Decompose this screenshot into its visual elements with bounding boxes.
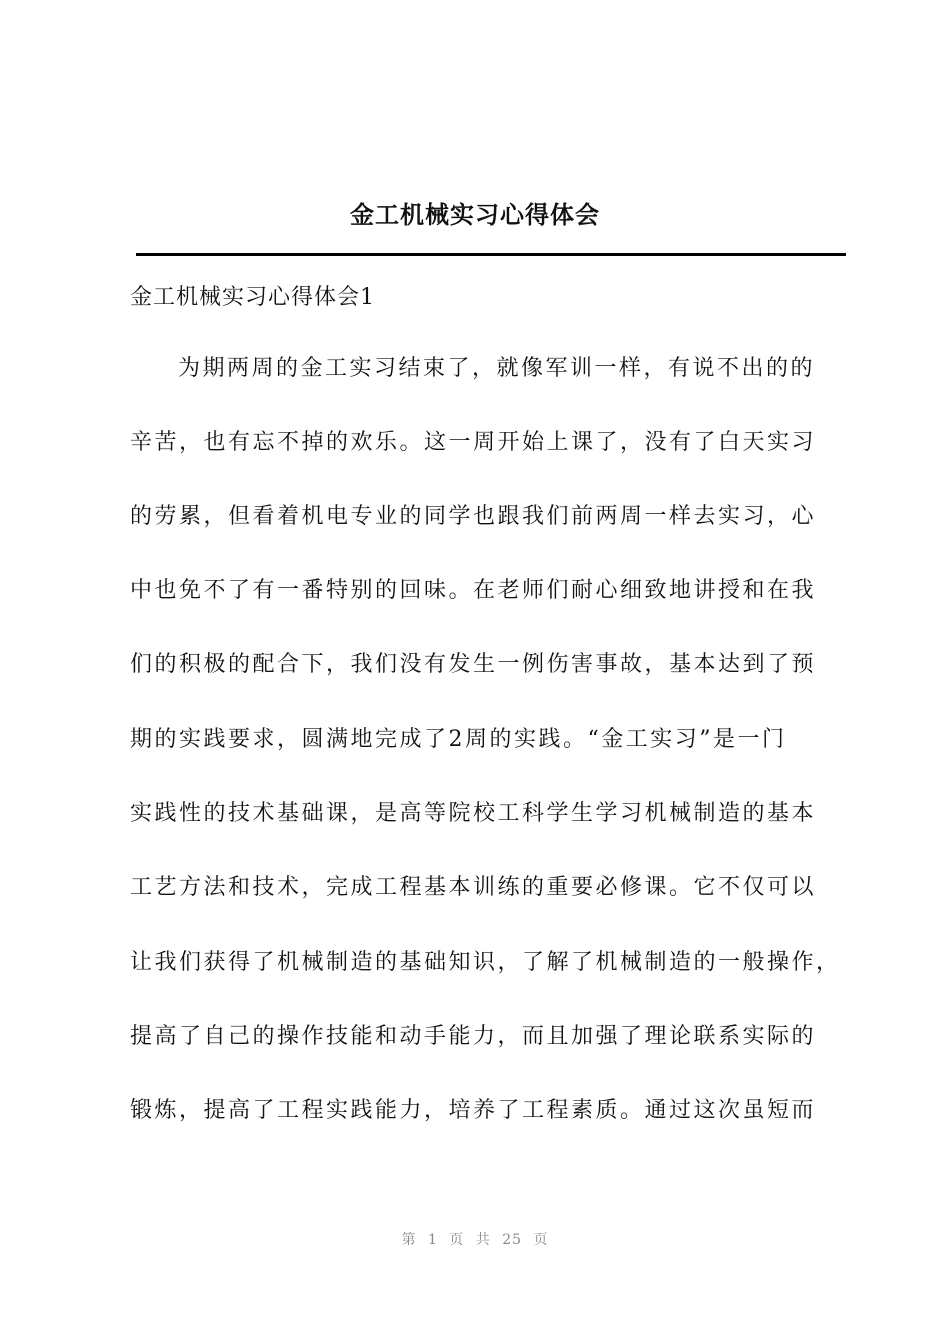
paragraph-line: 提高了自己的操作技能和动手能力，而且加强了理论联系实际的 [130, 1024, 817, 1049]
paragraph-line: 们的积极的配合下，我们没有发生一例伤害事故，基本达到了预 [130, 652, 817, 677]
paragraph-line: 让我们获得了机械制造的基础知识，了解了机械制造的一般操作， [130, 950, 841, 975]
page-footer: 第 1 页 共 25 页 [401, 1232, 549, 1248]
document-title: 金工机械实习心得体会 [350, 200, 600, 229]
section-heading: 金工机械实习心得体会1 [130, 285, 375, 310]
paragraph-line: 实践性的技术基础课，是高等院校工科学生学习机械制造的基本 [130, 801, 817, 826]
paragraph-line: 辛苦，也有忘不掉的欢乐。这一周开始上课了，没有了白天实习 [130, 430, 817, 455]
paragraph-line: 的劳累，但看着机电专业的同学也跟我们前两周一样去实习，心 [130, 504, 817, 529]
paragraph-line: 为期两周的金工实习结束了，就像军训一样，有说不出的的 [178, 356, 816, 381]
paragraph-line: 工艺方法和技术，完成工程基本训练的重要必修课。它不仅可以 [130, 875, 817, 900]
paragraph-line: 中也免不了有一番特别的回味。在老师们耐心细致地讲授和在我 [130, 578, 817, 603]
paragraph-line: 期的实践要求，圆满地完成了2周的实践。“金工实习”是一门 [130, 727, 787, 752]
paragraph-line: 锻炼，提高了工程实践能力，培养了工程素质。通过这次虽短而 [130, 1098, 817, 1123]
title-divider [136, 253, 846, 256]
